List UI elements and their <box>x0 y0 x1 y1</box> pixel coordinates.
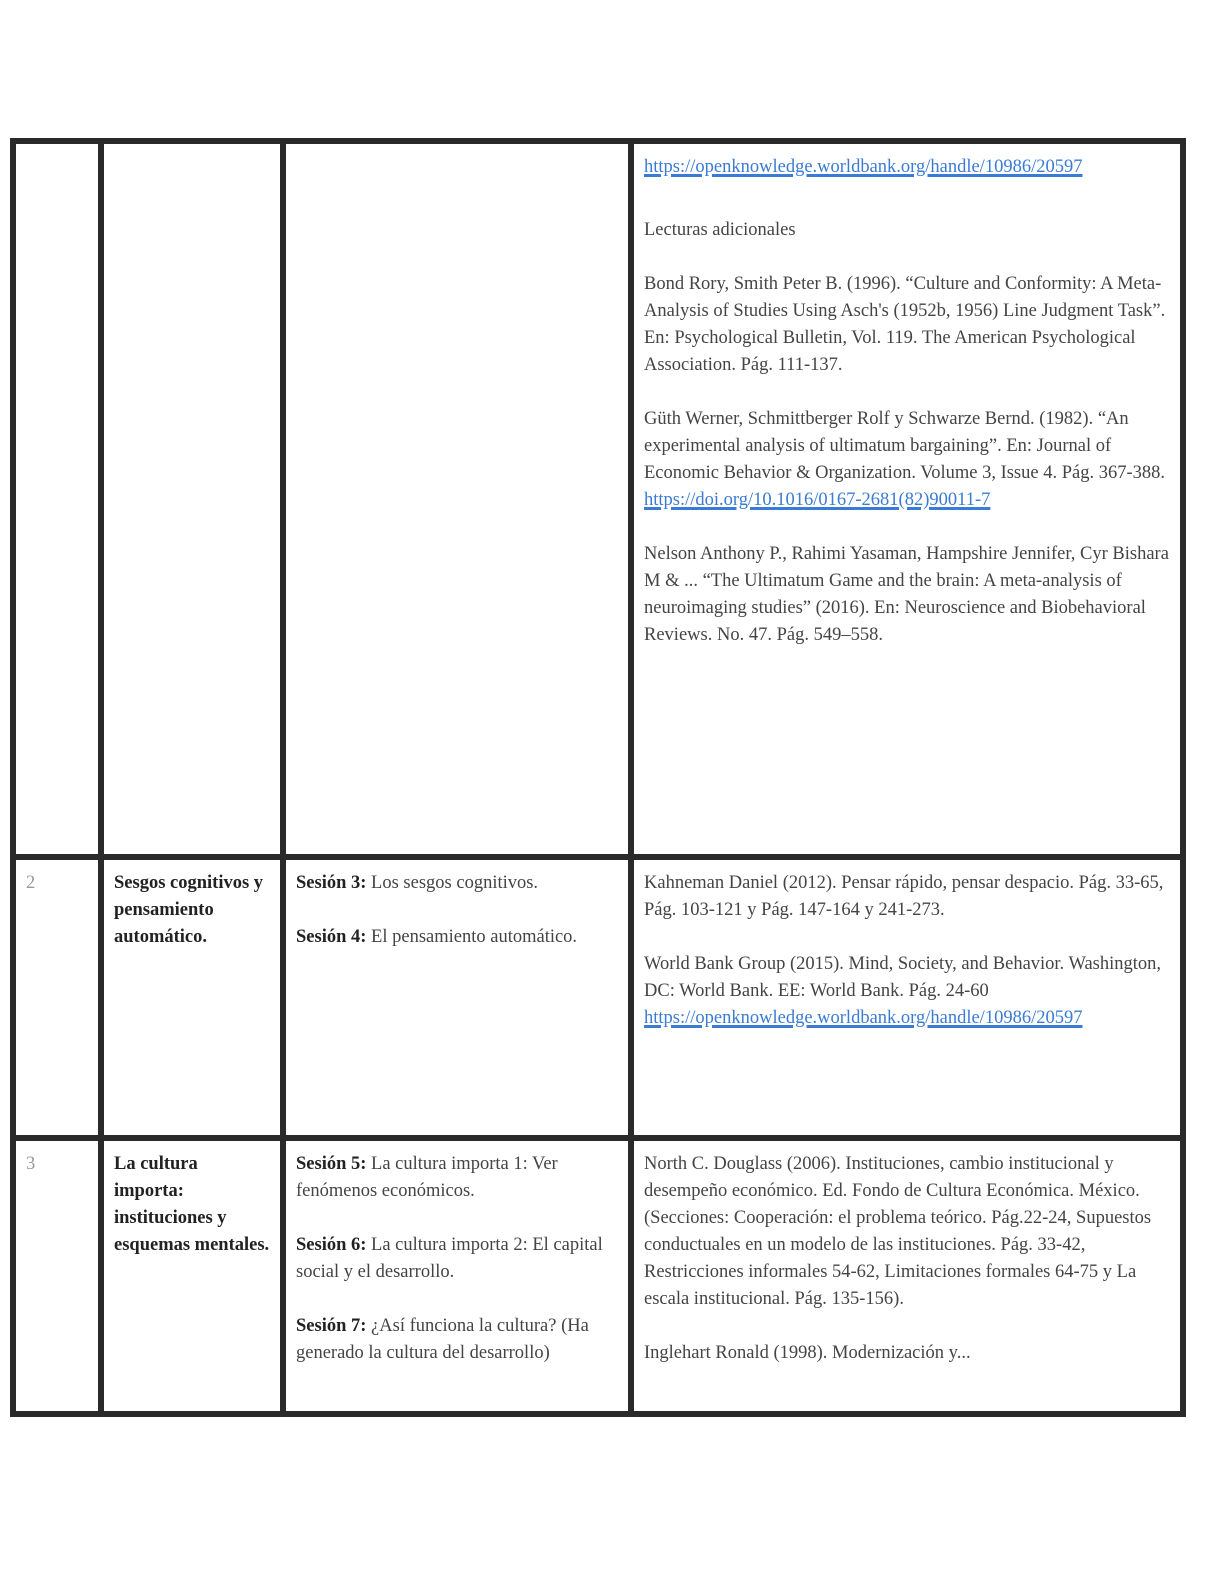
sessions-cell <box>283 1138 631 1414</box>
reference-item: Bond Rory, Smith Peter B. (1996). “Culture and Conformity: A Meta-Analysis of Studies Using Asch's (1952b, 1956) Line Judgment Task”. En: Psychological Bulletin, Vol. 119. The American Psychological Association. Pág. 111-137. <box>644 274 1166 375</box>
reference-item: Nelson Anthony P., Rahimi Yasaman, Hampshire Jennifer, Cyr Bishara M & ... “The Ultimatum Game and the brain: A meta-analysis of neuroimaging studies” (2016). En: Neuroscience and Biobehavioral Reviews. No. 47. Pág. 549–558. <box>644 544 1169 645</box>
sessions-cell <box>283 857 631 1138</box>
unit-number-cell <box>13 141 101 857</box>
topic-cell: La cultura importa: instituciones y esquemas mentales. <box>101 1138 283 1414</box>
additional-readings-heading: Lecturas adicionales <box>644 220 796 240</box>
session-item: Sesión 4: El pensamiento automático. <box>296 927 578 947</box>
references-cell <box>631 141 1183 857</box>
topic-cell: Sesgos cognitivos y pensamiento automático. <box>101 857 283 1138</box>
reference-item: Güth Werner, Schmittberger Rolf y Schwarze Bernd. (1982). “An experimental analysis of ultimatum bargaining”. En: Journal of Economic Behavior & Organization. Volume 3, Issue 4. Pág. 367-388. <box>644 409 1166 483</box>
unit-number-cell: 2 <box>13 857 101 1138</box>
unit-number-cell: 3 <box>13 1138 101 1414</box>
reference-item: Inglehart Ronald (1998). Modernización y... <box>644 1343 971 1363</box>
reference-item: Kahneman Daniel (2012). Pensar rápido, pensar despacio. Pág. 33-65, Pág. 103-121 y Pág. 147-164 y 241-273. <box>644 873 1164 920</box>
references-cell <box>631 857 1183 1138</box>
reference-item: North C. Douglass (2006). Instituciones, cambio institucional y desempeño económico. Ed. Fondo de Cultura Económica. México. (Secciones: Cooperación: el problema teórico. Pág.22-24, Supuestos conductuales en un modelo de las instituciones. Pág. 33-42, Restricciones informales 54-62, Limitaciones formales 64-75 y La escala institucional. Pág. 135-156). <box>644 1154 1152 1309</box>
reference-link[interactable]: https://openknowledge.worldbank.org/handle/10986/20597 <box>644 157 1083 177</box>
session-item: Sesión 7: ¿Así funciona la cultura? (Ha generado la cultura del desarrollo) <box>296 1316 589 1363</box>
references-cell <box>631 1138 1183 1414</box>
session-item: Sesión 5: La cultura importa 1: Ver fenómenos económicos. <box>296 1154 558 1201</box>
table-row <box>13 857 1183 1138</box>
sessions-cell <box>283 141 631 857</box>
syllabus-table <box>10 138 1186 1417</box>
table-row <box>13 1138 1183 1414</box>
reference-link[interactable]: https://openknowledge.worldbank.org/handle/10986/20597 <box>644 1008 1083 1028</box>
reference-item: World Bank Group (2015). Mind, Society, and Behavior. Washington, DC: World Bank. EE: World Bank. Pág. 24-60 <box>644 954 1162 1001</box>
table-row <box>13 141 1183 857</box>
topic-cell <box>101 141 283 857</box>
reference-link[interactable]: https://doi.org/10.1016/0167-2681(82)90011-7 <box>644 490 991 510</box>
session-item: Sesión 3: Los sesgos cognitivos. <box>296 873 539 893</box>
session-item: Sesión 6: La cultura importa 2: El capital social y el desarrollo. <box>296 1235 603 1282</box>
